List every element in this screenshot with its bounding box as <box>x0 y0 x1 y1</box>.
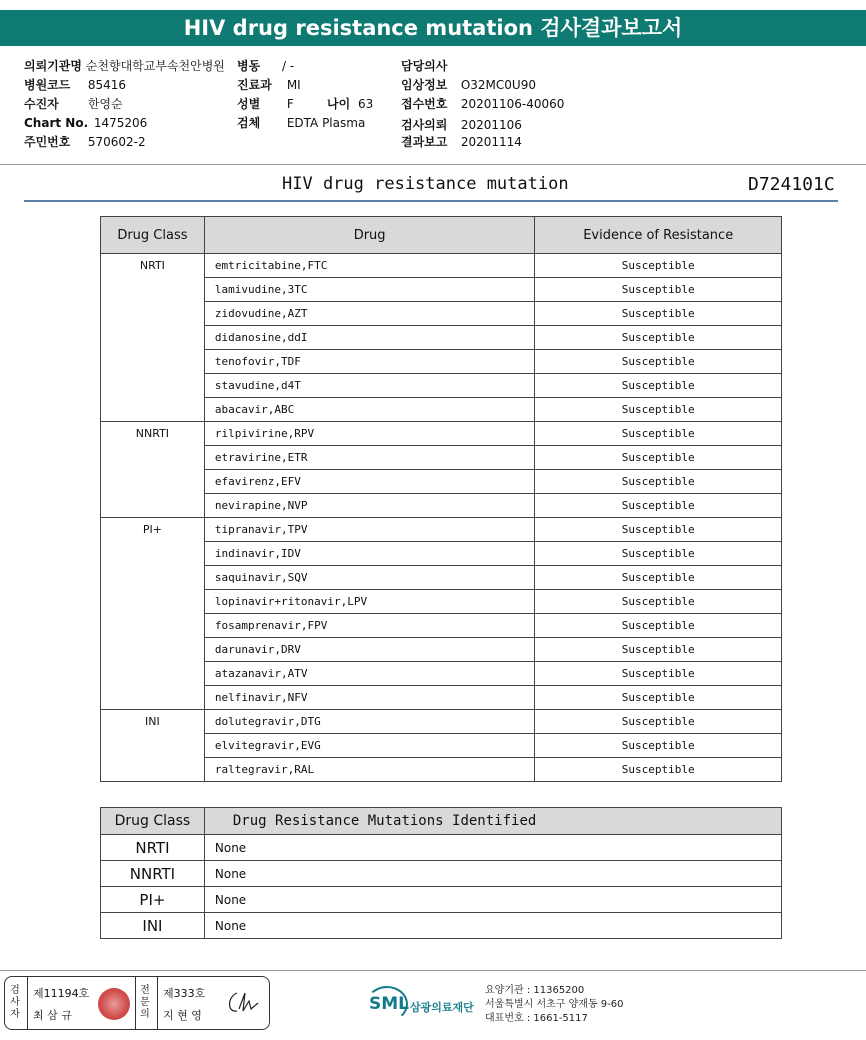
info-label: 나이 <box>327 97 351 111</box>
drug-cell: didanosine,ddI <box>204 326 535 350</box>
logo-text: SML <box>369 994 409 1014</box>
divider <box>135 977 136 1029</box>
info-chart-no <box>24 116 147 130</box>
seal-stamp-icon <box>98 988 130 1020</box>
mutations-cell: None <box>204 887 781 913</box>
drug-class-cell: INI <box>101 710 205 782</box>
evidence-cell: Susceptible <box>535 398 782 422</box>
info-label: 수진자 <box>24 97 59 111</box>
drug-cell: abacavir,ABC <box>204 398 535 422</box>
table-row <box>101 887 782 913</box>
tester-label: 검사자 <box>10 985 20 1020</box>
evidence-cell: Susceptible <box>535 686 782 710</box>
address-line: 요양기관 : 11365200 <box>485 985 585 996</box>
evidence-cell: Susceptible <box>535 446 782 470</box>
evidence-cell: Susceptible <box>535 662 782 686</box>
evidence-cell: Susceptible <box>535 758 782 782</box>
divider <box>24 200 838 202</box>
table-row <box>101 518 782 542</box>
mutations-table <box>100 807 782 939</box>
drug-cell: raltegravir,RAL <box>204 758 535 782</box>
drug-class-cell: NRTI <box>101 254 205 422</box>
test-code: D724101C <box>748 174 835 195</box>
mutations-cell: None <box>204 835 781 861</box>
col-header: Drug Class <box>101 808 205 835</box>
mutations-cell: None <box>204 861 781 887</box>
address-line: 대표번호 : 1661-5117 <box>485 1013 588 1024</box>
evidence-cell: Susceptible <box>535 470 782 494</box>
info-receipt-no <box>401 95 564 112</box>
drug-class-cell: PI+ <box>101 518 205 710</box>
drug-class-cell: NRTI <box>101 835 205 861</box>
divider <box>157 977 158 1029</box>
divider <box>27 977 28 1029</box>
drug-cell: indinavir,IDV <box>204 542 535 566</box>
info-value: EDTA Plasma <box>286 116 366 130</box>
mutations-cell: None <box>204 913 781 939</box>
info-patient <box>24 95 123 112</box>
evidence-cell: Susceptible <box>535 302 782 326</box>
drug-cell: lopinavir+ritonavir,LPV <box>204 590 535 614</box>
org-address <box>485 984 624 1026</box>
col-header: Drug Resistance Mutations Identified <box>204 808 781 835</box>
info-clinical <box>401 76 536 93</box>
drug-cell: fosamprenavir,FPV <box>204 614 535 638</box>
info-value: 1475206 <box>93 116 148 130</box>
info-label: Chart No. <box>24 116 89 130</box>
info-value: / - <box>282 59 295 73</box>
info-ward <box>237 57 294 74</box>
info-value: 570602-2 <box>87 135 146 149</box>
info-org <box>24 57 225 74</box>
info-report-date <box>401 133 522 150</box>
doctor-label: 전문의 <box>140 985 150 1020</box>
info-hospital-code <box>24 76 126 93</box>
table-row <box>101 422 782 446</box>
evidence-cell: Susceptible <box>535 638 782 662</box>
report-header <box>0 10 866 46</box>
info-value: 20201106-40060 <box>460 97 565 111</box>
info-value: 순천향대학교부속천안병원 <box>85 59 225 73</box>
info-label: 병원코드 <box>24 78 71 92</box>
table-row <box>101 835 782 861</box>
info-label: 담당의사 <box>401 59 448 73</box>
signature-icon <box>225 989 261 1017</box>
info-label: 임상정보 <box>401 78 448 92</box>
table-header-row <box>101 217 782 254</box>
evidence-cell: Susceptible <box>535 518 782 542</box>
drug-cell: emtricitabine,FTC <box>204 254 535 278</box>
org-name: 삼광의료재단 <box>410 1001 474 1014</box>
info-label: 진료과 <box>237 78 272 92</box>
divider <box>0 164 866 165</box>
info-sex <box>237 95 294 112</box>
info-label: 검체 <box>237 116 261 130</box>
evidence-cell: Susceptible <box>535 350 782 374</box>
drug-class-cell: NNRTI <box>101 861 205 887</box>
evidence-cell: Susceptible <box>535 614 782 638</box>
info-label: 성별 <box>237 97 261 111</box>
table-row <box>101 913 782 939</box>
evidence-cell: Susceptible <box>535 710 782 734</box>
info-label: 결과보고 <box>401 135 448 149</box>
evidence-cell: Susceptible <box>535 326 782 350</box>
info-physician <box>401 57 457 74</box>
info-resident-no <box>24 133 146 150</box>
table-row <box>101 254 782 278</box>
info-value: F <box>286 97 294 111</box>
col-header: Drug Class <box>101 217 205 254</box>
drug-cell: tipranavir,TPV <box>204 518 535 542</box>
evidence-cell: Susceptible <box>535 374 782 398</box>
drug-class-cell: NNRTI <box>101 422 205 518</box>
info-value: 20201114 <box>460 135 522 149</box>
col-header: Drug <box>204 217 535 254</box>
evidence-cell: Susceptible <box>535 566 782 590</box>
evidence-cell: Susceptible <box>535 734 782 758</box>
drug-cell: atazanavir,ATV <box>204 662 535 686</box>
info-age <box>327 95 373 112</box>
drug-cell: elvitegravir,EVG <box>204 734 535 758</box>
report-footer <box>0 970 866 1040</box>
tester-name: 최 삼 규 <box>33 1009 72 1022</box>
evidence-cell: Susceptible <box>535 542 782 566</box>
info-label: 검사의뢰 <box>401 118 448 132</box>
info-value: 한영순 <box>87 97 123 111</box>
col-header: Evidence of Resistance <box>535 217 782 254</box>
drug-cell: darunavir,DRV <box>204 638 535 662</box>
drug-class-cell: PI+ <box>101 887 205 913</box>
evidence-cell: Susceptible <box>535 422 782 446</box>
evidence-cell: Susceptible <box>535 254 782 278</box>
doctor-no: 제333호 <box>163 987 206 1000</box>
info-value: MI <box>286 78 301 92</box>
drug-cell: saquinavir,SQV <box>204 566 535 590</box>
info-label: 주민번호 <box>24 135 71 149</box>
table-row <box>101 710 782 734</box>
drug-class-cell: INI <box>101 913 205 939</box>
tester-no: 제11194호 <box>33 987 90 1000</box>
resistance-table <box>100 216 782 782</box>
drug-cell: etravirine,ETR <box>204 446 535 470</box>
table-header-row <box>101 808 782 835</box>
info-label: 접수번호 <box>401 97 448 111</box>
drug-cell: nelfinavir,NFV <box>204 686 535 710</box>
drug-cell: tenofovir,TDF <box>204 350 535 374</box>
table-row <box>101 861 782 887</box>
info-specimen <box>237 114 365 131</box>
info-value: 85416 <box>87 78 127 92</box>
doctor-name: 지 현 영 <box>163 1009 202 1022</box>
signature-box <box>4 976 270 1030</box>
drug-cell: lamivudine,3TC <box>204 278 535 302</box>
evidence-cell: Susceptible <box>535 278 782 302</box>
info-value: O32MC0U90 <box>460 78 536 92</box>
info-dept <box>237 76 301 93</box>
evidence-cell: Susceptible <box>535 590 782 614</box>
info-value: 63 <box>358 97 374 111</box>
report-title: HIV drug resistance mutation 검사결과보고서 <box>183 16 683 40</box>
report-subtitle: HIV drug resistance mutation <box>282 174 569 194</box>
drug-cell: zidovudine,AZT <box>204 302 535 326</box>
drug-cell: efavirenz,EFV <box>204 470 535 494</box>
drug-cell: stavudine,d4T <box>204 374 535 398</box>
patient-info <box>0 55 866 165</box>
info-value: 20201106 <box>460 118 522 132</box>
drug-cell: nevirapine,NVP <box>204 494 535 518</box>
info-label: 의뢰기관명 <box>24 59 82 73</box>
info-label: 병동 <box>237 59 261 73</box>
info-request-date <box>401 116 522 133</box>
drug-cell: rilpivirine,RPV <box>204 422 535 446</box>
drug-cell: dolutegravir,DTG <box>204 710 535 734</box>
evidence-cell: Susceptible <box>535 494 782 518</box>
address-line: 서울특별시 서초구 양재동 9-60 <box>485 999 624 1010</box>
